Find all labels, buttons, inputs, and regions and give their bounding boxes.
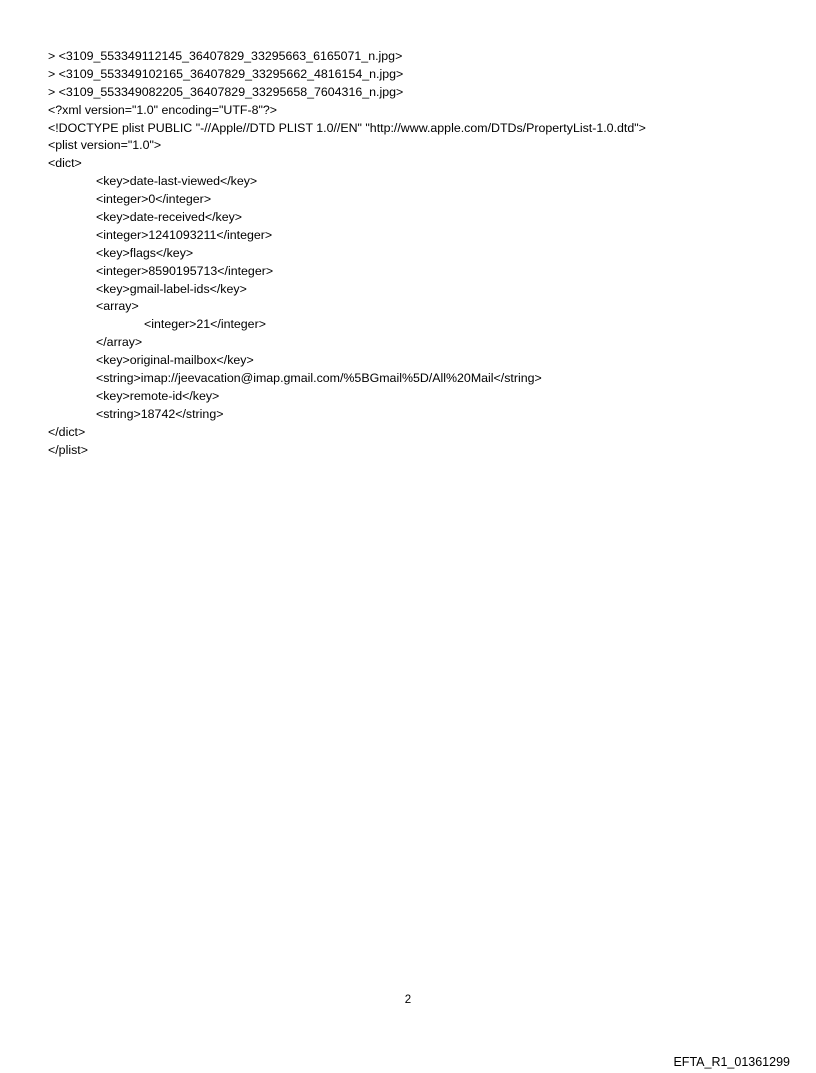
page-number: 2 [404, 994, 412, 1006]
text-line: > <3109_553349102165_36407829_33295662_4816154_n.jpg> [48, 66, 404, 81]
text-line: <integer>21</integer> [144, 317, 266, 332]
text-line: > <3109_553349082205_36407829_33295658_7604316_n.jpg> [48, 84, 404, 99]
text-line: <string>18742</string> [96, 406, 224, 421]
text-line: <?xml version="1.0" encoding="UTF-8"?> [48, 102, 278, 117]
text-line: <array> [96, 299, 139, 314]
text-line: </plist> [48, 442, 88, 457]
text-line: </dict> [48, 424, 86, 439]
text-line: <integer>0</integer> [96, 192, 212, 207]
text-line: <integer>1241093211</integer> [96, 227, 273, 242]
text-line: <!DOCTYPE plist PUBLIC "-//Apple//DTD PLIST 1.0//EN" "http://www.apple.com/DTDs/PropertyList-1.0.dtd"> [48, 120, 646, 135]
document-body [48, 48, 788, 459]
text-line: <plist version="1.0"> [48, 138, 162, 153]
text-line: <key>date-last-viewed</key> [96, 174, 258, 189]
text-line: <key>remote-id</key> [96, 388, 220, 403]
text-line: <key>original-mailbox</key> [96, 353, 254, 368]
text-line: <key>date-received</key> [96, 210, 243, 225]
bates-number: EFTA_R1_01361299 [673, 1055, 790, 1069]
text-line: <key>gmail-label-ids</key> [96, 281, 247, 296]
text-line: <string>imap://jeevacation@imap.gmail.com/%5BGmail%5D/All%20Mail</string> [96, 371, 542, 386]
text-line: <dict> [48, 156, 82, 171]
text-line: <key>flags</key> [96, 245, 194, 260]
text-line: > <3109_553349112145_36407829_33295663_6165071_n.jpg> [48, 49, 403, 63]
text-line: </array> [96, 335, 143, 350]
text-line: <integer>8590195713</integer> [96, 263, 274, 278]
